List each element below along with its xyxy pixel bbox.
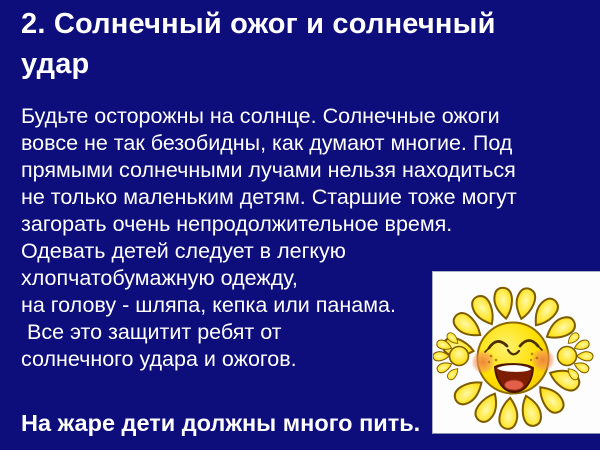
body-line: не только маленьким детям. Старшие тоже могут — [21, 185, 517, 209]
body-line: на голову - шляпа, кепка или панама. — [21, 293, 396, 317]
sun-image — [432, 271, 600, 434]
emphasis-line: На жаре дети должны много пить. — [21, 410, 421, 436]
body-line: прямыми солнечными лучами нельзя находиться — [21, 158, 516, 182]
body-line: Будьте осторожны на солнце. Солнечные ожоги — [21, 104, 500, 128]
body-line: Одевать детей следует в легкую — [21, 239, 346, 263]
body-line: хлопчатобумажную одежду, — [21, 266, 298, 290]
smiling-sun-icon — [433, 272, 599, 433]
sun-face — [471, 323, 555, 394]
body-line: вовсе не так безобидны, как думают многие. Под — [21, 131, 513, 155]
body-line: Все это защитит ребят от — [21, 320, 282, 344]
slide-title: 2. Солнечный ожог и солнечный удар — [21, 8, 496, 80]
body-line: загорать очень непродолжительное время. — [21, 212, 453, 236]
body-line: солнечного удара и ожогов. — [21, 347, 297, 371]
